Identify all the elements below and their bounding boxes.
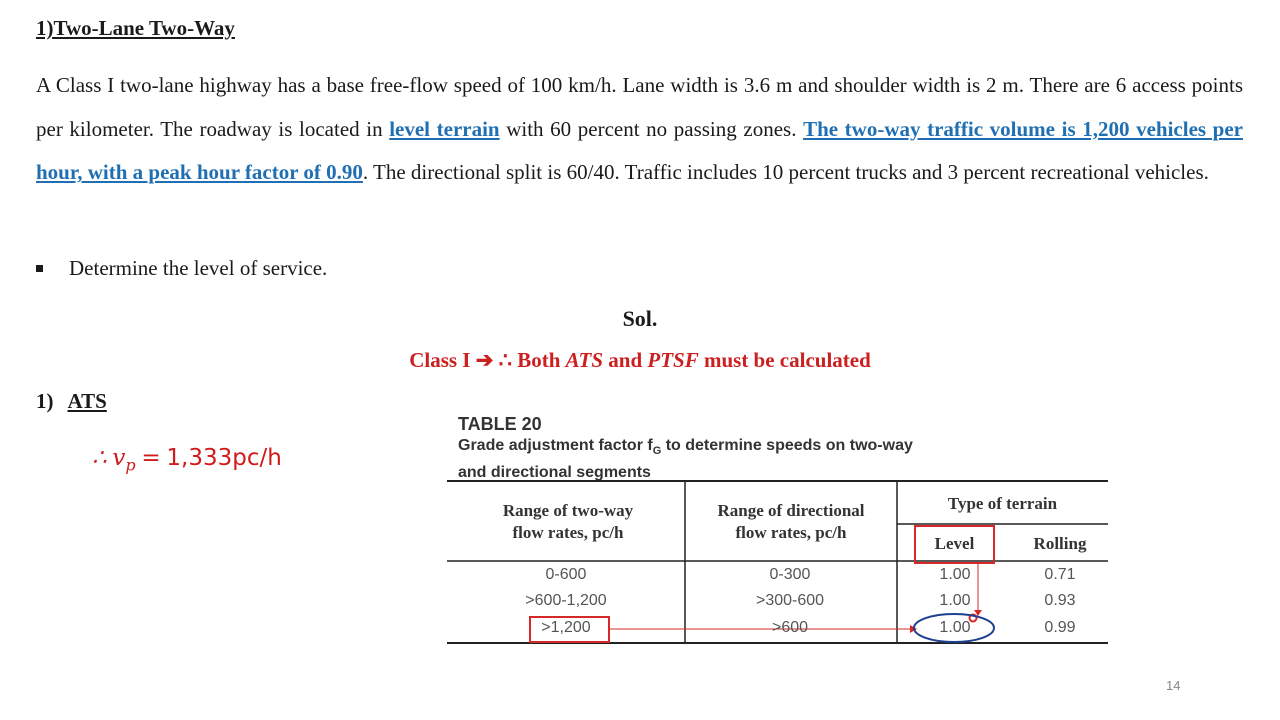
col2-header	[690, 500, 892, 544]
table-row-1-twoway: 0-600	[545, 566, 587, 583]
col1-header	[478, 500, 658, 544]
class-ptsf: PTSF	[647, 348, 699, 372]
traffic-volume-link[interactable]: The two-way traffic volume is 1,200 vehicles per hour, with a peak hour factor of 0.90	[36, 116, 1244, 184]
table-row-2-directional: >300-600	[755, 592, 825, 609]
right-arrow-icon: ➔	[475, 348, 494, 372]
slide-heading: 1)Two-Lane Two-Way	[36, 16, 235, 40]
ats-label: ATS	[67, 389, 107, 413]
table-row-2-rolling: 0.93	[1044, 592, 1076, 609]
caption-text: Grade adjustment factor f	[458, 437, 653, 454]
table-row-3-twoway: >1,200	[541, 619, 591, 636]
therefore-symbol: ∴	[498, 348, 512, 372]
table-row-1-rolling: 0.71	[1044, 566, 1076, 583]
class-and: and	[603, 348, 648, 372]
col2-header-l2: flow rates, pc/h	[735, 523, 847, 542]
terrain-header: Type of terrain	[947, 494, 1058, 513]
class-both: Both	[511, 348, 566, 372]
caption-subscript: G	[652, 445, 662, 458]
vp-equals: =	[141, 445, 161, 471]
vp-therefore: ∴	[92, 445, 107, 471]
problem-text-1: A Class I two-lane highway has a base free-flow speed of 100 km/h. Lane width is 3.6 m and shoulder width is 2 m. There are 6 access points per kilometer. The roadway is located in	[36, 73, 1243, 141]
page-number: 14	[1166, 678, 1181, 693]
problem-text-2: with 60 percent no passing zones.	[499, 116, 804, 141]
class-prefix: Class I	[409, 348, 476, 372]
table-row-2-twoway: >600-1,200	[525, 592, 607, 609]
table-row-2-level: 1.00	[939, 592, 971, 609]
rolling-header: Rolling	[1033, 534, 1087, 553]
col1-header-l2: flow rates, pc/h	[512, 523, 624, 542]
table-row-3-directional: >600	[771, 619, 809, 636]
table-row-1-directional: 0-300	[769, 566, 811, 583]
ats-number: 1)	[36, 389, 54, 413]
col2-header-l1: Range of directional	[717, 501, 865, 520]
col1-header-l1: Range of two-way	[502, 501, 634, 520]
table-row-1-level: 1.00	[939, 566, 971, 583]
solution-label: Sol.	[622, 306, 658, 331]
table-row-3-rolling: 0.99	[1044, 619, 1076, 636]
class-suffix: must be calculated	[698, 348, 871, 372]
table-title: TABLE 20	[458, 414, 542, 434]
problem-text-3: . The directional split is 60/40. Traffic includes 10 percent trucks and 3 percent recreational vehicles.	[362, 160, 1209, 184]
class-ats: ATS	[565, 348, 604, 372]
table-caption-line2: and directional segments	[458, 464, 651, 482]
level-terrain-link[interactable]: level terrain	[389, 116, 500, 141]
caption-text-rest: to determine speeds on two-way	[661, 437, 913, 454]
level-header: Level	[934, 534, 975, 553]
vp-subscript: p	[125, 455, 136, 475]
table-row-3-level: 1.00	[939, 619, 971, 636]
vp-value: 1,333pc/h	[166, 445, 282, 471]
vp-symbol: v	[112, 445, 126, 471]
bullet-text: Determine the level of service.	[69, 256, 328, 280]
